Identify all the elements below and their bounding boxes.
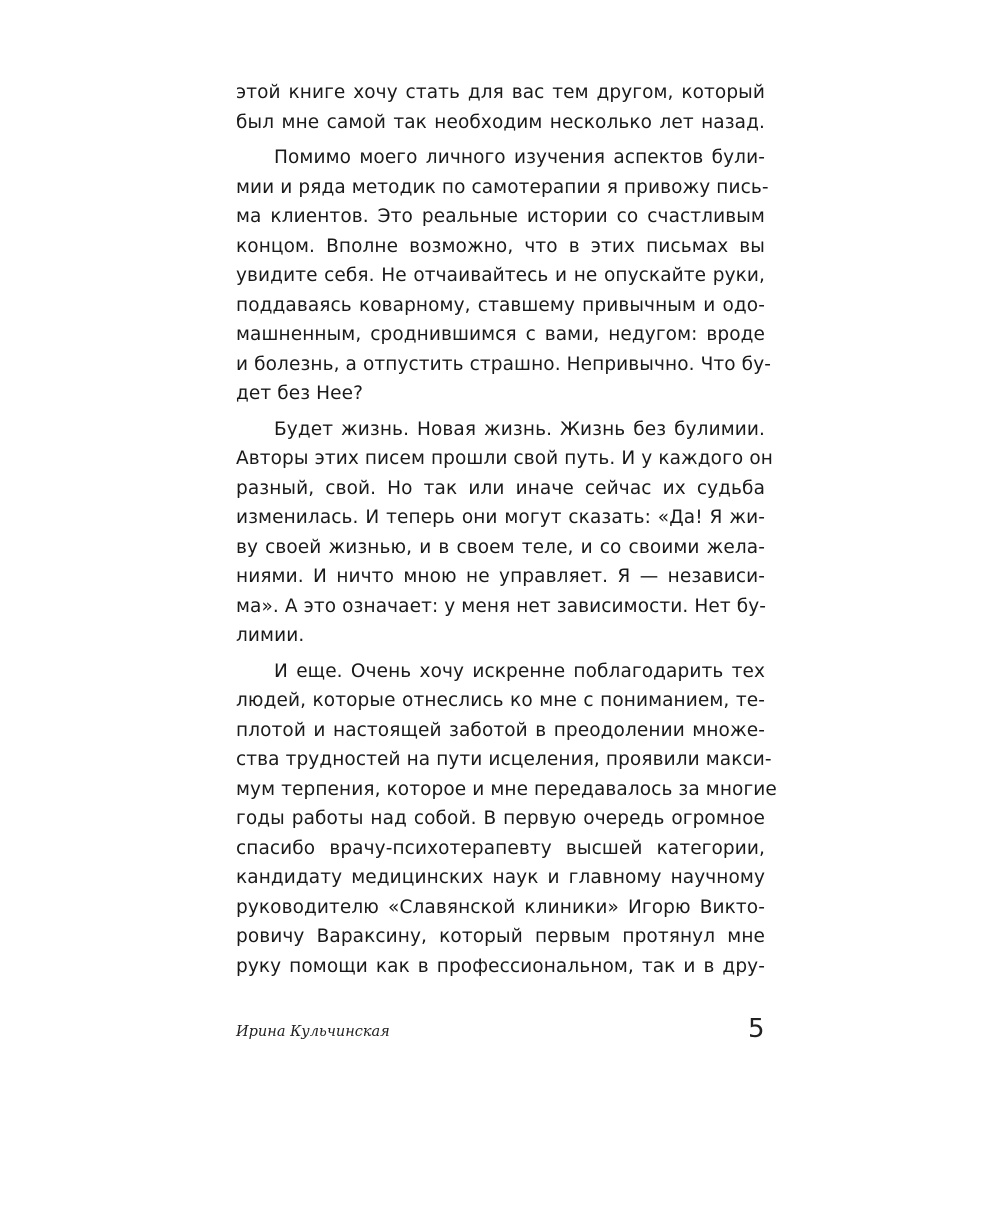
paragraph (236, 143, 772, 409)
text-line: мум терпения, которое и мне передавалось за многие (236, 778, 777, 800)
text-line: концом. Вполне возможно, что в этих письмах вы (236, 235, 765, 257)
text-line: ма». А это означает: у меня нет зависимости. Нет бу- (236, 595, 767, 617)
text-line: И еще. Очень хочу искренне поблагодарить тех (274, 660, 765, 682)
text-line: годы работы над собой. В первую очередь огромное (236, 808, 765, 829)
text-line: ровичу Вараксину, который первым протянул мне (236, 926, 765, 947)
text-line: мии и ряда методик по самотерапии я привожу пись- (236, 176, 769, 198)
text-line: плотой и настоящей заботой в преодолении множе- (236, 719, 765, 741)
text-line: ма клиентов. Это реальные истории со счастливым (236, 206, 765, 227)
text-line: и болезнь, а отпустить страшно. Непривычно. Что бу- (236, 353, 772, 375)
text-line: Авторы этих писем прошли свой путь. И у каждого он (236, 448, 773, 469)
text-line: был мне самой так необходим несколько лет назад. (236, 111, 765, 133)
text-line: дет без Нее? (236, 383, 364, 404)
text-line: руку помощи как в профессиональном, так и в дру- (236, 955, 765, 977)
paragraph (236, 415, 773, 651)
paragraph (236, 657, 777, 982)
text-line: машненным, сроднившимся с вами, недугом: вроде (236, 324, 765, 345)
text-line: ву своей жизнью, и в своем теле, и со своими жела- (236, 536, 765, 558)
running-footer-author: Ирина Кульчинская (236, 1024, 390, 1040)
page-number: 5 (748, 1014, 765, 1044)
text-line: этой книге хочу стать для вас тем другом, который (236, 82, 765, 103)
text-line: лимии. (236, 625, 305, 646)
text-line: руководителю «Славянской клиники» Игорю Викто- (236, 896, 765, 918)
text-line: Помимо моего личного изучения аспектов були- (274, 147, 765, 168)
text-line: Будет жизнь. Новая жизнь. Жизнь без булимии. (274, 418, 765, 440)
book-page-body (236, 78, 777, 987)
text-line: увидите себя. Не отчаивайтесь и не опускайте руки, (236, 265, 765, 286)
text-line: людей, которые отнеслись ко мне с пониманием, те- (236, 690, 765, 711)
text-line: ниями. И ничто мною не управляет. Я — независи- (236, 566, 765, 587)
text-line: ства трудностей на пути исцеления, проявили макси- (236, 749, 772, 770)
text-line: поддаваясь коварному, ставшему привычным и одо- (236, 294, 765, 316)
text-line: разный, свой. Но так или иначе сейчас их судьба (236, 477, 765, 499)
text-line: спасибо врачу-психотерапевту высшей категории, (236, 837, 765, 859)
paragraph (236, 78, 765, 137)
text-line: кандидату медицинских наук и главному научному (236, 867, 765, 888)
text-line: изменилась. И теперь они могут сказать: «Да! Я жи- (236, 507, 765, 528)
